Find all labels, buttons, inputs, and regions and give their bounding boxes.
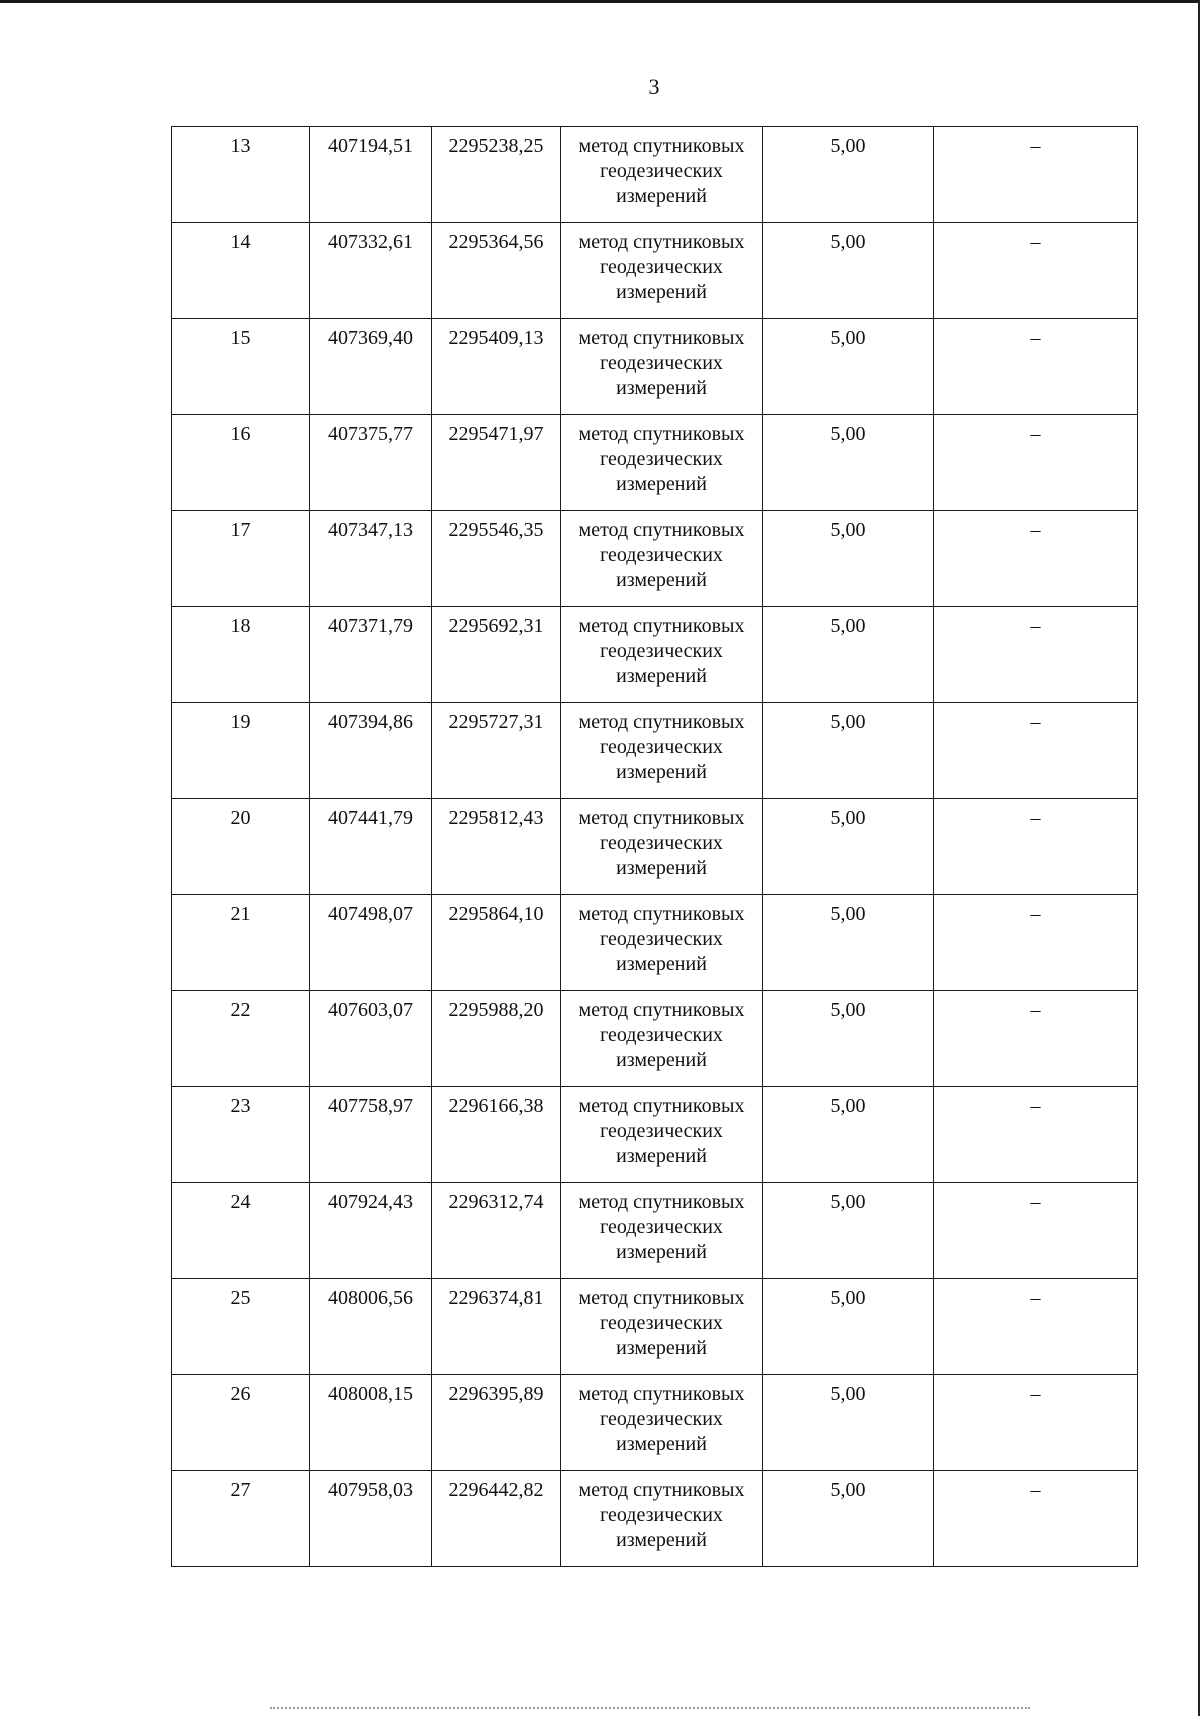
table-row bbox=[172, 799, 1138, 895]
coordinate-x-cell: 407332,61 bbox=[310, 223, 432, 319]
method-cell: метод спутниковых геодезических измерений bbox=[561, 511, 763, 607]
method-cell: метод спутниковых геодезических измерений bbox=[561, 127, 763, 223]
accuracy-cell: 5,00 bbox=[763, 607, 934, 703]
point-number-cell: 21 bbox=[172, 895, 310, 991]
point-description-cell: – bbox=[934, 991, 1138, 1087]
coordinate-y-cell: 2295988,20 bbox=[432, 991, 561, 1087]
table-row bbox=[172, 127, 1138, 223]
table-row bbox=[172, 1375, 1138, 1471]
accuracy-cell: 5,00 bbox=[763, 1471, 934, 1567]
method-cell: метод спутниковых геодезических измерений bbox=[561, 1279, 763, 1375]
accuracy-cell: 5,00 bbox=[763, 511, 934, 607]
method-cell: метод спутниковых геодезических измерений bbox=[561, 1183, 763, 1279]
accuracy-cell: 5,00 bbox=[763, 1087, 934, 1183]
point-number-cell: 27 bbox=[172, 1471, 310, 1567]
coordinate-x-cell: 407347,13 bbox=[310, 511, 432, 607]
point-description-cell: – bbox=[934, 223, 1138, 319]
coordinate-y-cell: 2295692,31 bbox=[432, 607, 561, 703]
point-number-cell: 13 bbox=[172, 127, 310, 223]
coordinate-y-cell: 2296395,89 bbox=[432, 1375, 561, 1471]
coordinate-y-cell: 2295471,97 bbox=[432, 415, 561, 511]
table-row bbox=[172, 415, 1138, 511]
method-cell: метод спутниковых геодезических измерений bbox=[561, 319, 763, 415]
coordinate-x-cell: 407758,97 bbox=[310, 1087, 432, 1183]
coordinate-x-cell: 407441,79 bbox=[310, 799, 432, 895]
coordinate-x-cell: 407369,40 bbox=[310, 319, 432, 415]
point-number-cell: 19 bbox=[172, 703, 310, 799]
method-cell: метод спутниковых геодезических измерений bbox=[561, 415, 763, 511]
coordinate-x-cell: 407603,07 bbox=[310, 991, 432, 1087]
point-description-cell: – bbox=[934, 895, 1138, 991]
coordinate-y-cell: 2296312,74 bbox=[432, 1183, 561, 1279]
coordinate-x-cell: 407498,07 bbox=[310, 895, 432, 991]
point-description-cell: – bbox=[934, 607, 1138, 703]
accuracy-cell: 5,00 bbox=[763, 127, 934, 223]
coordinate-x-cell: 407371,79 bbox=[310, 607, 432, 703]
point-number-cell: 22 bbox=[172, 991, 310, 1087]
table-row bbox=[172, 319, 1138, 415]
table-row bbox=[172, 1183, 1138, 1279]
point-description-cell: – bbox=[934, 1471, 1138, 1567]
method-cell: метод спутниковых геодезических измерений bbox=[561, 223, 763, 319]
point-description-cell: – bbox=[934, 799, 1138, 895]
coordinate-x-cell: 407394,86 bbox=[310, 703, 432, 799]
coordinate-y-cell: 2295812,43 bbox=[432, 799, 561, 895]
coordinate-x-cell: 408006,56 bbox=[310, 1279, 432, 1375]
point-number-cell: 25 bbox=[172, 1279, 310, 1375]
point-number-cell: 18 bbox=[172, 607, 310, 703]
accuracy-cell: 5,00 bbox=[763, 1183, 934, 1279]
table-row bbox=[172, 991, 1138, 1087]
coordinate-x-cell: 407958,03 bbox=[310, 1471, 432, 1567]
point-number-cell: 17 bbox=[172, 511, 310, 607]
method-cell: метод спутниковых геодезических измерений bbox=[561, 895, 763, 991]
point-description-cell: – bbox=[934, 703, 1138, 799]
point-description-cell: – bbox=[934, 415, 1138, 511]
accuracy-cell: 5,00 bbox=[763, 799, 934, 895]
method-cell: метод спутниковых геодезических измерений bbox=[561, 607, 763, 703]
point-description-cell: – bbox=[934, 1087, 1138, 1183]
accuracy-cell: 5,00 bbox=[763, 895, 934, 991]
point-description-cell: – bbox=[934, 1183, 1138, 1279]
point-number-cell: 24 bbox=[172, 1183, 310, 1279]
coordinate-y-cell: 2296442,82 bbox=[432, 1471, 561, 1567]
page-number: 3 bbox=[648, 74, 660, 99]
coordinate-y-cell: 2296166,38 bbox=[432, 1087, 561, 1183]
point-number-cell: 14 bbox=[172, 223, 310, 319]
method-cell: метод спутниковых геодезических измерений bbox=[561, 991, 763, 1087]
accuracy-cell: 5,00 bbox=[763, 991, 934, 1087]
method-cell: метод спутниковых геодезических измерений bbox=[561, 799, 763, 895]
point-number-cell: 15 bbox=[172, 319, 310, 415]
point-description-cell: – bbox=[934, 319, 1138, 415]
scan-border-top bbox=[0, 0, 1200, 3]
accuracy-cell: 5,00 bbox=[763, 703, 934, 799]
accuracy-cell: 5,00 bbox=[763, 223, 934, 319]
coordinate-y-cell: 2295364,56 bbox=[432, 223, 561, 319]
coordinates-table-body bbox=[172, 127, 1138, 1567]
coordinate-y-cell: 2295238,25 bbox=[432, 127, 561, 223]
coordinate-y-cell: 2295546,35 bbox=[432, 511, 561, 607]
point-number-cell: 20 bbox=[172, 799, 310, 895]
coordinate-y-cell: 2295727,31 bbox=[432, 703, 561, 799]
point-description-cell: – bbox=[934, 1375, 1138, 1471]
coordinate-x-cell: 407194,51 bbox=[310, 127, 432, 223]
accuracy-cell: 5,00 bbox=[763, 1279, 934, 1375]
table-row bbox=[172, 223, 1138, 319]
method-cell: метод спутниковых геодезических измерений bbox=[561, 1375, 763, 1471]
table-row bbox=[172, 607, 1138, 703]
coordinate-x-cell: 408008,15 bbox=[310, 1375, 432, 1471]
coordinate-y-cell: 2295864,10 bbox=[432, 895, 561, 991]
point-description-cell: – bbox=[934, 511, 1138, 607]
point-description-cell: – bbox=[934, 1279, 1138, 1375]
table-row bbox=[172, 1087, 1138, 1183]
table-row bbox=[172, 895, 1138, 991]
coordinate-y-cell: 2296374,81 bbox=[432, 1279, 561, 1375]
coordinate-y-cell: 2295409,13 bbox=[432, 319, 561, 415]
method-cell: метод спутниковых геодезических измерений bbox=[561, 1087, 763, 1183]
accuracy-cell: 5,00 bbox=[763, 319, 934, 415]
accuracy-cell: 5,00 bbox=[763, 1375, 934, 1471]
coordinate-x-cell: 407375,77 bbox=[310, 415, 432, 511]
accuracy-cell: 5,00 bbox=[763, 415, 934, 511]
method-cell: метод спутниковых геодезических измерений bbox=[561, 703, 763, 799]
point-number-cell: 23 bbox=[172, 1087, 310, 1183]
table-row bbox=[172, 1471, 1138, 1567]
point-number-cell: 16 bbox=[172, 415, 310, 511]
coordinate-x-cell: 407924,43 bbox=[310, 1183, 432, 1279]
point-number-cell: 26 bbox=[172, 1375, 310, 1471]
table-row bbox=[172, 703, 1138, 799]
coordinates-table bbox=[171, 126, 1138, 1567]
table-row bbox=[172, 511, 1138, 607]
method-cell: метод спутниковых геодезических измерений bbox=[561, 1471, 763, 1567]
table-row bbox=[172, 1279, 1138, 1375]
scan-artifact-line bbox=[270, 1707, 1030, 1711]
point-description-cell: – bbox=[934, 127, 1138, 223]
